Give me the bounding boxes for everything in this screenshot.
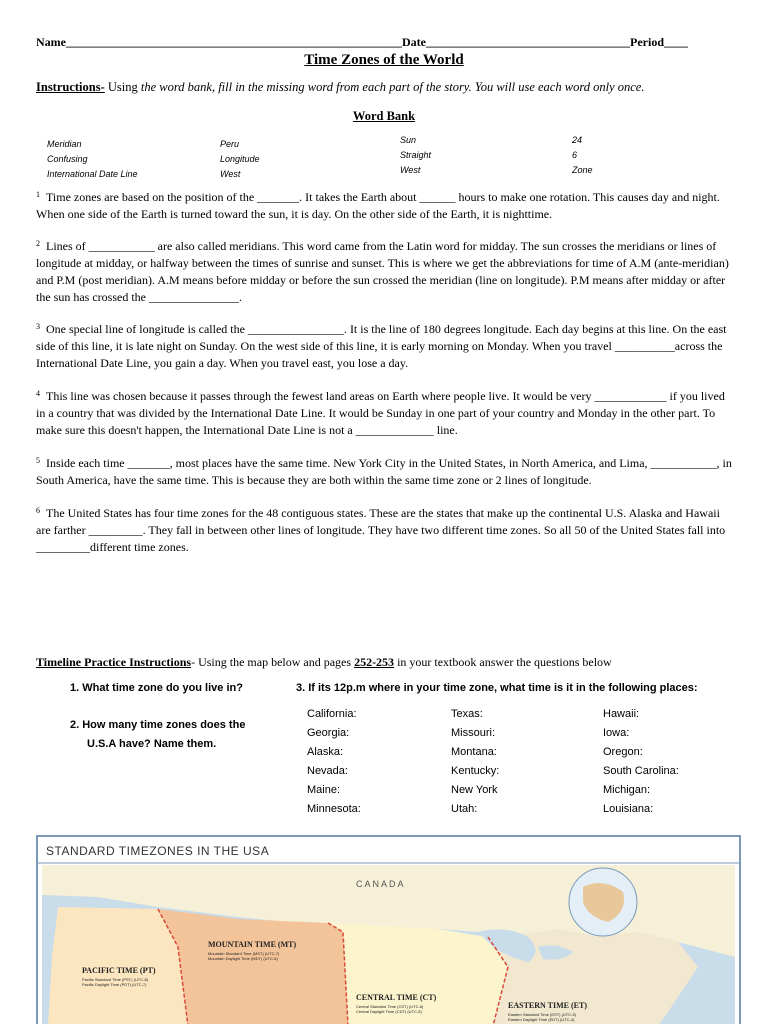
mountain-sub-1: Mountain Standard Time (MST) (UTC-7) (208, 951, 280, 956)
eastern-sub-1: Eastern Standard Time (EST) (UTC-5) (508, 1012, 577, 1017)
story-paragraph-6 (36, 505, 736, 556)
paragraph-number: 6 (36, 506, 40, 515)
word-bank-item: Confusing (47, 154, 88, 164)
word-bank-title: Word Bank (352, 109, 416, 123)
place-label: Georgia: (307, 727, 350, 739)
central-label: CENTRAL TIME (CT) (356, 993, 437, 1002)
header-line (36, 35, 736, 50)
place-label: Louisiana: (603, 803, 654, 815)
paragraph-number: 3 (36, 322, 40, 331)
paragraph-number: 4 (36, 389, 40, 398)
timeline-text-2: in your textbook answer the questions below (394, 655, 612, 669)
place-label: Iowa: (603, 727, 630, 739)
mountain-label: MOUNTAIN TIME (MT) (208, 940, 297, 949)
name-field[interactable]: ________________________________________________________ (66, 35, 402, 49)
paragraph-number: 1 (36, 190, 40, 199)
place-label: Nevada: (307, 765, 348, 777)
paragraph-text: Time zones are based on the position of the _______. It takes the Earth about ______ hours to make one rotation. This causes day and night. When one side of the Earth is turned toward the sun, it is day. On the other side of the Earth, it is nighttime. (36, 190, 720, 221)
timeline-text-1: - Using the map below and pages (191, 655, 355, 669)
question-3: 3. If its 12p.m where in your time zone, what time is it in the following places: (296, 682, 698, 694)
paragraph-number: 5 (36, 456, 40, 465)
place-label: California: (307, 708, 357, 720)
mountain-zone (158, 909, 348, 1024)
instructions-text: the word bank, fill in the missing word from each part of the story. You will use each word only once. (137, 80, 645, 94)
eastern-label: EASTERN TIME (ET) (508, 1001, 587, 1010)
period-label: Period (630, 35, 664, 49)
place-label: Texas: (451, 708, 483, 720)
place-label: Michigan: (603, 784, 651, 796)
timeline-heading (36, 655, 612, 670)
place-label: Alaska: (307, 746, 344, 758)
word-bank-item: Meridian (47, 139, 82, 149)
place-label: Kentucky: (451, 765, 500, 777)
place-label: South Carolina: (603, 765, 679, 777)
question-2-line-1: 2. How many time zones does the (70, 719, 246, 731)
instructions-lead: Using (104, 80, 138, 94)
place-label: Hawaii: (603, 708, 640, 720)
place-label: Montana: (451, 746, 497, 758)
question-2-line-2: U.S.A have? Name them. (87, 738, 217, 750)
place-label: Missouri: (451, 727, 496, 739)
period-field[interactable]: ____ (664, 35, 688, 49)
instructions-label: Instructions- (36, 80, 105, 94)
timezone-map-graphic (38, 837, 739, 1024)
name-label: Name (36, 35, 66, 49)
place-label: New York (451, 784, 498, 796)
word-bank-item: 6 (572, 150, 578, 160)
pacific-sub-2: Pacific Daylight Time (PDT) (UTC-7) (82, 982, 147, 987)
place-label: Minnesota: (307, 803, 361, 815)
question-1: 1. What time zone do you live in? (70, 682, 243, 694)
pacific-sub-1: Pacific Standard Time (PST) (UTC-8) (82, 977, 149, 982)
story-paragraph-2 (36, 238, 736, 306)
paragraph-text: Inside each time _______, most places have the same time. New York City in the United States, in North America, and Lima, ___________, in South America, have the same time. This is because they are both within the same time zone or 2 lines of longitude. (36, 456, 732, 487)
word-bank-item: International Date Line (47, 169, 138, 179)
central-sub-2: Central Daylight Time (CDT) (UTC-5) (356, 1009, 422, 1014)
place-label: Utah: (451, 803, 478, 815)
page-title: Time Zones of the World (304, 52, 464, 68)
pacific-label: PACIFIC TIME (PT) (82, 966, 156, 975)
paragraph-text: This line was chosen because it passes through the fewest land areas on Earth where people live. It would be very ____________ if you lived in a country that was divided by the International Date Line. It would be Sunday in one part of your country and Monday in the other part. To make sure this doesn't happen, the International Date Line is not a _____________ line. (36, 389, 725, 437)
canada-label: CANADA (356, 879, 406, 889)
eastern-sub-2: Eastern Daylight Time (EDT) (UTC-4) (508, 1017, 575, 1022)
timeline-label: Timeline Practice Instructions (36, 655, 192, 669)
word-bank-item: West (220, 169, 241, 179)
place-label: Oregon: (603, 746, 643, 758)
paragraph-text: The United States has four time zones for the 48 contiguous states. These are the states that make up the continental U.S. Alaska and Hawaii are farther _________. They fall in between other lines of longitude. They have two different time zones. So all 50 of the United States fall into _________different time zones. (36, 506, 726, 554)
word-bank-item: Straight (400, 150, 432, 160)
paragraph-text: One special line of longitude is called the ________________. It is the line of 180 degrees longitude. Each day begins at this line. On the east side of this line, it is late night on Sunday. On the west side of this line, it is early morning on Monday. When you travel __________across the International Date Line, you gain a day. When you travel east, you lose a day. (36, 322, 727, 370)
central-sub-1: Central Standard Time (CST) (UTC-6) (356, 1004, 424, 1009)
paragraph-text: Lines of ___________ are also called meridians. This word came from the Latin word for midday. The sun crosses the meridians or lines of longitude at midday, or halfway between the times of sunrise and sunset. This is where we get the abbreviations for time of A.M (ante-meridian) and P.M (post meridian). A.M means before midday or before the sun crossed the meridian (line on longitude). P.M means after midday or after the sun has crossed the _______________. (36, 239, 729, 304)
word-bank-item: Zone (572, 165, 593, 175)
word-bank-item: West (400, 165, 421, 175)
paragraph-number: 2 (36, 239, 40, 248)
place-label: Maine: (307, 784, 341, 796)
textbook-pages: 252-253 (354, 655, 395, 669)
word-bank-item: Longitude (220, 154, 260, 164)
story-paragraph-4 (36, 388, 736, 439)
timezone-map (36, 835, 741, 1024)
word-bank-item: 24 (572, 135, 583, 145)
instructions (36, 80, 644, 95)
word-bank-item: Peru (220, 139, 240, 149)
date-field[interactable]: __________________________________ (426, 35, 630, 49)
map-title: STANDARD TIMEZONES IN THE USA (46, 844, 270, 858)
word-bank-item: Sun (400, 135, 417, 145)
story-paragraph-3 (36, 321, 736, 372)
story-paragraph-1 (36, 189, 736, 223)
mountain-sub-2: Mountain Daylight Time (MDT) (UTC-6) (208, 956, 278, 961)
story-paragraph-5 (36, 455, 736, 489)
date-label: Date (402, 35, 426, 49)
